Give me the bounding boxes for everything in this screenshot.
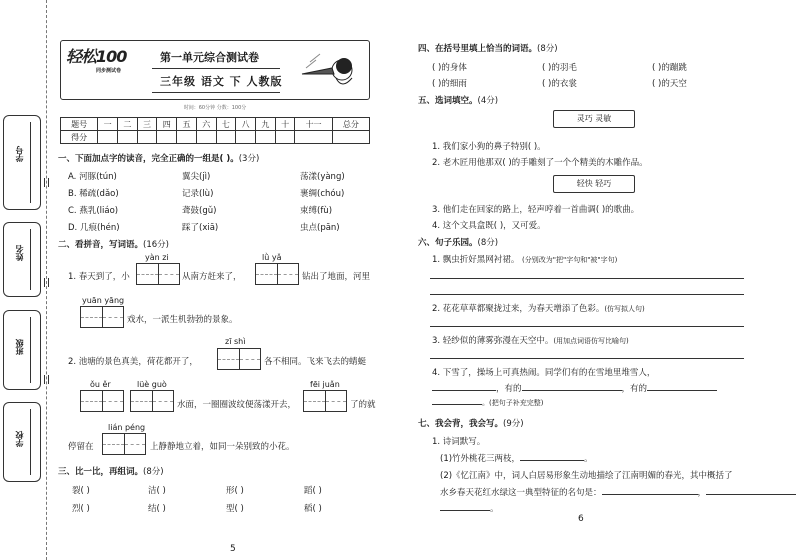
fill-sentence[interactable]: 3. 他们走在回家的路上，轻声哼着一首曲调( )的歌曲。 xyxy=(432,205,640,215)
sentence-task: 1. 飘虫折好黑网衬裙。 (分别改为"把"字句和"被"字句) xyxy=(432,255,618,265)
student-number-box[interactable] xyxy=(3,115,41,210)
sentence-complete[interactable]: 。(把句子补充完整) xyxy=(432,398,543,408)
option-c-word: 束缚(fù) xyxy=(300,206,333,216)
page-title: 第一单元综合测试卷 xyxy=(160,51,259,64)
poem-fill[interactable]: 。 xyxy=(440,502,499,514)
option-c-word: 聋鼓(gǔ) xyxy=(182,206,217,216)
student-number-label: 学号 xyxy=(15,146,24,162)
writing-grid[interactable] xyxy=(130,390,174,412)
page-number: 5 xyxy=(230,544,236,554)
section-6-title: 六、句子乐园。(8分) xyxy=(418,238,499,248)
pinyin: lǜ yǎ xyxy=(262,253,282,262)
compare-row[interactable]: 洁( ) xyxy=(148,486,166,496)
option-b-word: 记录(lù) xyxy=(182,189,214,199)
writing-grid[interactable] xyxy=(303,390,347,412)
writing-grid[interactable] xyxy=(80,390,124,412)
sentence-task: 2. 花花草草都聚拢过来，为春天增添了色彩。(仿写拟人句) xyxy=(432,304,645,314)
compare-row[interactable]: 稻( ) xyxy=(304,504,322,514)
option-b-word: 裹绸(chóu) xyxy=(300,189,345,199)
pinyin: yuān yāng xyxy=(82,296,125,305)
fill-sentence[interactable]: 2. 老木匠用他那双( )的手雕刻了一个个精美的木雕作品。 xyxy=(432,158,648,168)
divider xyxy=(152,68,280,69)
answer-line[interactable] xyxy=(430,278,744,279)
score-cell: 四 xyxy=(157,118,177,131)
score-cell: 八 xyxy=(236,118,256,131)
sentence-task: 3. 轻纱似的薄雾弥漫在天空中。(用加点词语仿写比喻句) xyxy=(432,336,629,346)
score-header-row xyxy=(61,118,370,131)
fill-blank[interactable]: ( )的身体 xyxy=(432,63,467,73)
score-cell: 二 xyxy=(117,118,137,131)
time-score-info: 时间：60分钟 分数：100分 xyxy=(183,105,247,111)
option-d-word: 虫点(pān) xyxy=(300,223,340,233)
pinyin: lián péng xyxy=(108,423,146,432)
word-choice-box: 轻快 轻巧 xyxy=(553,175,635,193)
sentence-text: 1. 春天到了，小 xyxy=(68,272,130,282)
sentence-task: 4. 下雪了，操场上可真热闹。同学们有的在雪地里堆雪人， xyxy=(432,368,656,378)
pinyin: fēi juǎn xyxy=(310,380,340,389)
compare-row[interactable]: 蹈( ) xyxy=(304,486,322,496)
school-box[interactable] xyxy=(3,402,41,482)
option-d[interactable]: D. 几痕(hén) xyxy=(68,223,120,233)
binding-mark xyxy=(44,375,49,384)
writing-grid[interactable] xyxy=(80,306,124,328)
option-b[interactable]: B. 稀疏(dǎo) xyxy=(68,189,119,199)
sentence-text: 了的就 xyxy=(350,400,376,410)
poem-fill[interactable]: 水乡春天花红水绿这一典型特征的名句是： ， xyxy=(440,486,796,498)
section-1-title: 一、下面加点字的读音，完全正确的一组是( )。(3分) xyxy=(58,154,260,164)
score-cell: 总分 xyxy=(332,118,369,131)
pinyin: zī shì xyxy=(225,337,246,346)
score-cell: 九 xyxy=(256,118,276,131)
page-number: 6 xyxy=(578,514,584,524)
writing-grid[interactable] xyxy=(136,263,180,285)
score-cell: 十一 xyxy=(295,118,332,131)
score-cell: 七 xyxy=(216,118,236,131)
fill-sentence[interactable]: 1. 我们家小狗的鼻子特别( )。 xyxy=(432,142,546,152)
poem-task: (2)《忆江南》中，词人白居易形象生动地描绘了江南明媚的春光，其中概括了 xyxy=(440,471,733,481)
word-choice-box: 灵巧 灵敏 xyxy=(553,110,635,128)
fill-blank[interactable]: ( )的细雨 xyxy=(432,79,467,89)
fill-blank[interactable]: ( )的天空 xyxy=(652,79,687,89)
binding-mark xyxy=(44,278,49,287)
score-cell: 十 xyxy=(275,118,295,131)
pinyin: ǒu ěr xyxy=(90,380,111,389)
score-cell: 六 xyxy=(196,118,216,131)
answer-line[interactable] xyxy=(430,326,744,327)
option-a-word: 翼尖(jì) xyxy=(182,172,211,182)
divider xyxy=(152,92,280,93)
writing-grid[interactable] xyxy=(255,263,299,285)
option-d-word: 踩了(xiā) xyxy=(182,223,219,233)
binding-mark xyxy=(44,178,49,187)
writing-grid[interactable] xyxy=(217,348,261,370)
compare-row[interactable]: 形( ) xyxy=(226,486,244,496)
school-label: 学校 xyxy=(15,431,24,447)
name-box[interactable] xyxy=(3,222,41,297)
name-label: 姓名 xyxy=(15,245,24,261)
section-5-title: 五、选词填空。(4分) xyxy=(418,96,499,106)
score-value-row xyxy=(61,131,370,144)
fill-blank[interactable]: ( )的衣裳 xyxy=(542,79,577,89)
score-cell: 三 xyxy=(137,118,157,131)
section-3-title: 三、比一比，再组词。(8分) xyxy=(58,467,164,477)
answer-line[interactable] xyxy=(430,294,744,295)
sentence-complete[interactable]: ，有的 ，有的 xyxy=(432,382,717,394)
fill-blank[interactable]: ( )的蹦跳 xyxy=(652,63,687,73)
sentence-text: 钻出了地面，河里 xyxy=(302,272,371,282)
score-table xyxy=(60,117,370,144)
score-cell: 一 xyxy=(98,118,118,131)
option-c[interactable]: C. 燕乳(liáo) xyxy=(68,206,119,216)
compare-row[interactable]: 结( ) xyxy=(148,504,166,514)
fill-sentence[interactable]: 4. 这个文具盒既( )，又可爱。 xyxy=(432,221,546,231)
writing-grid[interactable] xyxy=(102,433,146,455)
score-cell: 题号 xyxy=(61,118,98,131)
sentence-text: 2. 池塘的景色真美，荷花都开了， xyxy=(68,357,198,367)
page-subtitle: 三年级 语文 下 人教版 xyxy=(160,75,283,88)
pinyin: lüè guò xyxy=(137,380,167,389)
option-a[interactable]: A. 河豚(tún) xyxy=(68,172,117,182)
sentence-text: 上静静地立着，如同一朵别致的小花。 xyxy=(150,442,295,452)
cartoon-illustration xyxy=(298,44,364,94)
sentence-text: 从南方赶来了， xyxy=(182,272,242,282)
fill-blank[interactable]: ( )的羽毛 xyxy=(542,63,577,73)
class-label: 班级 xyxy=(15,339,24,355)
section-2-title: 二、看拼音，写词语。(16分) xyxy=(58,240,169,250)
class-box[interactable] xyxy=(3,310,41,390)
section-4-title: 四、在括号里填上恰当的词语。(8分) xyxy=(418,44,558,54)
section-7-title: 七、我会背，我会写。(9分) xyxy=(418,419,524,429)
compare-row[interactable]: 裂( ) xyxy=(72,486,90,496)
poem-fill[interactable]: (1)竹外桃花三两枝， 。 xyxy=(440,454,593,464)
logo: 轻松100 同步测试卷 xyxy=(66,47,127,74)
compare-row[interactable]: 烈( ) xyxy=(72,504,90,514)
pinyin: yàn zi xyxy=(145,253,169,262)
answer-line[interactable] xyxy=(430,358,744,359)
sentence-text: 各不相同。飞来飞去的蜻蜓 xyxy=(264,357,367,367)
poem-task: 1. 诗词默写。 xyxy=(432,437,486,447)
compare-row[interactable]: 型( ) xyxy=(226,504,244,514)
sentence-text: 戏水，一派生机勃勃的景象。 xyxy=(127,315,238,325)
option-a-word: 荡漾(yàng) xyxy=(300,172,345,182)
score-cell: 得分 xyxy=(61,131,98,144)
score-cell: 五 xyxy=(177,118,197,131)
sentence-text: 停留在 xyxy=(68,442,94,452)
sentence-text: 水面，一圈圈波纹便荡漾开去， xyxy=(177,400,297,410)
